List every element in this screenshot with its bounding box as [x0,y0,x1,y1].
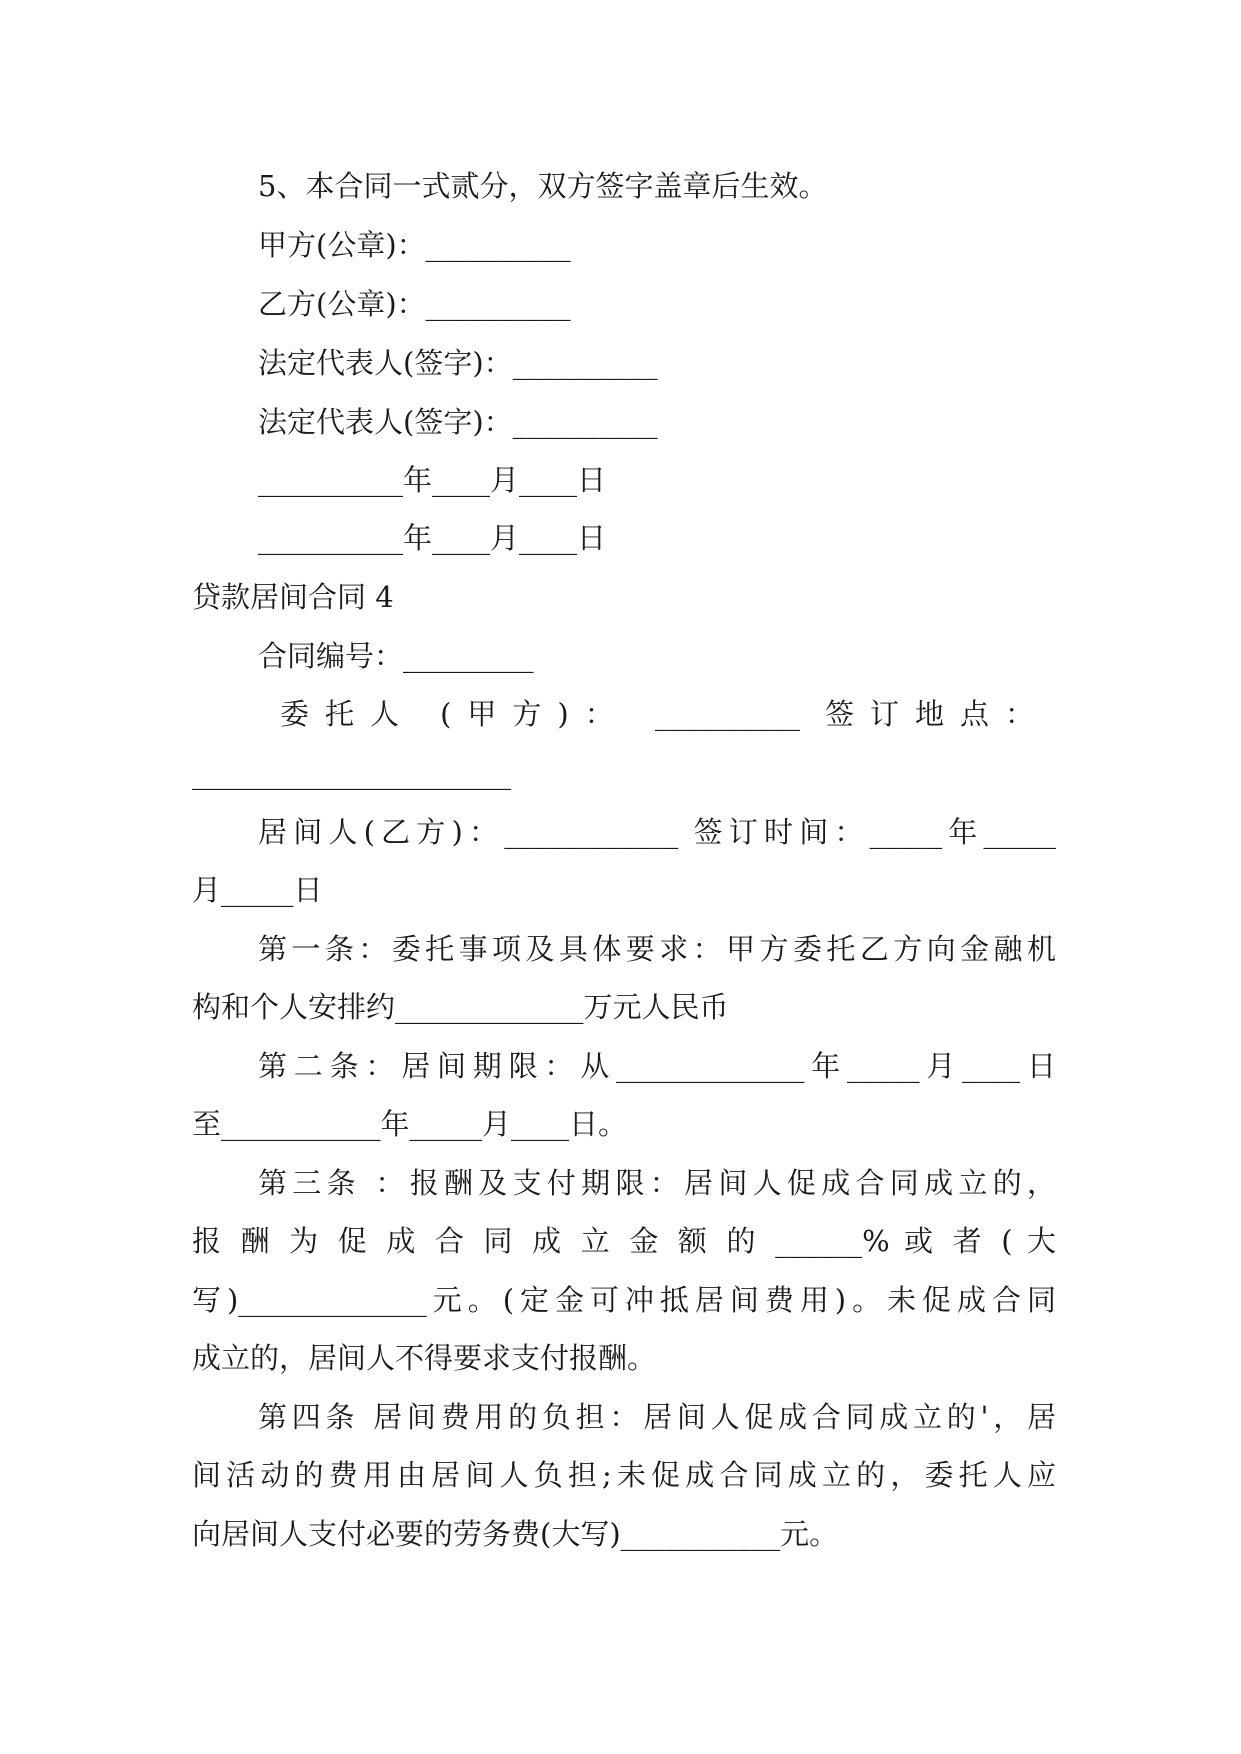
contract-title: 贷款居间合同 4 [192,580,394,614]
contract-number-line: 合同编号：_________ [258,639,534,673]
date-line: __________年____月____日 [258,463,607,497]
article-1-line-1: 第一条：委托事项及具体要求：甲方委托乙方向金融机 [258,932,1056,966]
party-b-seal-line: 乙方(公章)：__________ [258,287,571,321]
date-line: __________年____月____日 [258,521,607,555]
location-blank: ______________________ [192,756,511,790]
article-1-line-2: 构和个人安排约_____________万元人民币 [192,990,729,1024]
article-3-line-1: 第三条 ：报酬及支付期限：居间人促成合同成立的， [258,1166,1056,1200]
legal-rep-signature-line: 法定代表人(签字)：__________ [258,405,658,439]
article-3-line-4: 成立的，居间人不得要求支付报酬。 [192,1341,657,1375]
signing-date-continuation: 月_____日 [192,873,323,907]
article-4-line-2: 间活动的费用由居间人负担;未促成合同成立的，委托人应 [192,1458,1056,1492]
article-2-line-1: 第二条：居间期限：从_____________年_____月____日 [258,1049,1056,1083]
article-4-line-1: 第四条 居间费用的负担：居间人促成合同成立的'，居 [258,1400,1056,1434]
article-3-line-2: 报 酬 为 促 成 合 同 成 立 金 额 的 ______% 或 者 ( 大 [192,1224,1056,1258]
principal-and-location-line: 委托人 (甲方)： __________ 签订地点： [280,697,1034,731]
intermediary-and-date-line: 居间人(乙方)：____________ 签订时间：_____年_____ [258,815,1056,849]
article-4-line-3: 向居间人支付必要的劳务费(大写)___________元。 [192,1517,839,1551]
article-2-line-2: 至___________年_____月____日。 [192,1107,628,1141]
legal-rep-signature-line: 法定代表人(签字)：__________ [258,346,658,380]
article-3-line-3: 写)_____________元。(定金可冲抵居间费用)。未促成合同 [192,1283,1056,1317]
party-a-seal-line: 甲方(公章)：__________ [258,228,571,262]
clause-5-effectiveness: 5、本合同一式贰分，双方签字盖章后生效。 [258,169,828,203]
